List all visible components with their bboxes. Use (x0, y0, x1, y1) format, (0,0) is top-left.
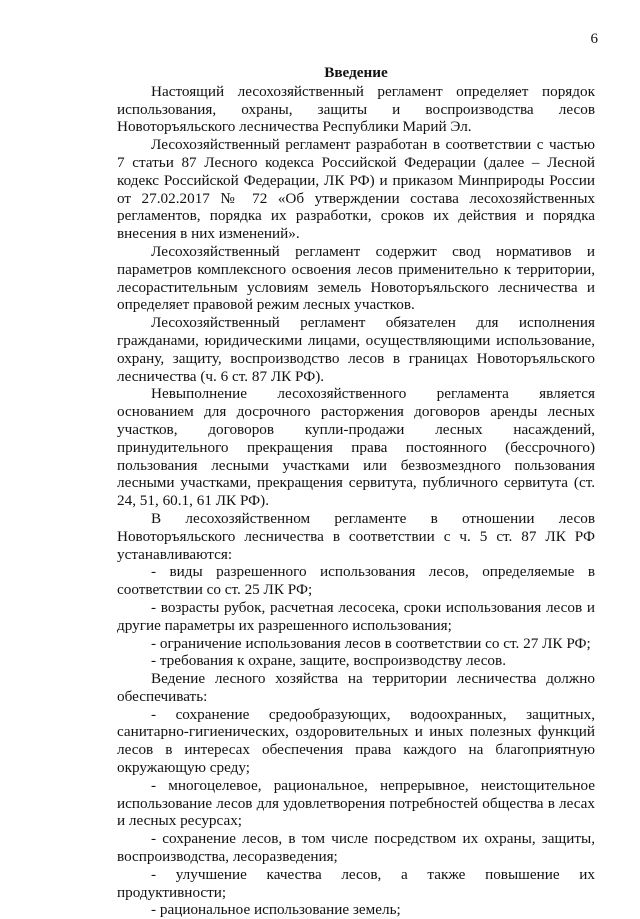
list-item: - виды разрешенного использования лесов, определяемые в соответствии со ст. 25 ЛК РФ; (117, 563, 595, 599)
section-heading: Введение (324, 64, 388, 81)
list-item: - сохранение средообразующих, водоохранных, защитных, санитарно-гигиенических, оздоровительных и иных полезных функций лесов в интересах обеспечения права каждого на благоприятную окружающую среду; (117, 705, 595, 777)
paragraph: Лесохозяйственный регламент обязателен для исполнения гражданами, юридическими лицами, осуществляющими использование, охрану, защиту, воспроизводство лесов в границах Новоторъяльского лесничества (ч. 6 ст. 87 ЛК РФ). (117, 314, 595, 385)
list-item: - рациональное использование земель; (151, 901, 401, 919)
page-number: 6 (590, 31, 598, 47)
paragraph: Ведение лесного хозяйства на территории лесничества должно обеспечивать: (117, 670, 595, 705)
list-item: - улучшение качества лесов, а также повышение их продуктивности; (117, 865, 595, 901)
list-item: - требования к охране, защите, воспроизводству лесов. (151, 652, 506, 670)
paragraph: Лесохозяйственный регламент содержит свод нормативов и параметров комплексного освоения лесов применительно к территории, лесорастительным условиям земель Новоторъяльского лесничества и определяет правовой режим лесных участков. (117, 242, 595, 314)
paragraph: Лесохозяйственный регламент разработан в соответствии с частью 7 статьи 87 Лесного кодекса Российской Федерации (далее – Лесной кодекс Российской Федерации, ЛК РФ) и приказом Минприроды России от 27.02.2017 № 72 «Об утверждении состава лесохозяйственных регламентов, порядка их разработки, сроков их действия и порядка внесения в них изменений». (117, 136, 595, 243)
list-item: - ограничение использования лесов в соответствии со ст. 27 ЛК РФ; (151, 634, 591, 652)
paragraph: Невыполнение лесохозяйственного регламента является основанием для досрочного расторжения договоров аренды лесных участков, договоров купли-продажи лесных насаждений, принудительного прекращения права постоянного (бессрочного) пользования лесными участками или безвозмездного пользования лесными участками, прекращения сервитута, публичного сервитута (ст. 24, 51, 60.1, 61 ЛК РФ). (117, 385, 595, 510)
paragraph: В лесохозяйственном регламенте в отношении лесов Новоторъяльского лесничества в соответствии с ч. 5 ст. 87 ЛК РФ устанавливаются: (117, 509, 595, 563)
list-item: - сохранение лесов, в том числе посредством их охраны, защиты, воспроизводства, лесоразведения; (117, 830, 595, 866)
document-body (117, 64, 595, 919)
list-item: - многоцелевое, рациональное, непрерывное, неистощительное использование лесов для удовлетворения потребностей общества в лесах и лесных ресурсах; (117, 776, 595, 830)
paragraph: Настоящий лесохозяйственный регламент определяет порядок использования, охраны, защиты и воспроизводства лесов Новоторъяльского лесничества Республики Марий Эл. (117, 82, 595, 136)
list-item: - возрасты рубок, расчетная лесосека, сроки использования лесов и другие параметры их разрешенного использования; (117, 598, 595, 634)
